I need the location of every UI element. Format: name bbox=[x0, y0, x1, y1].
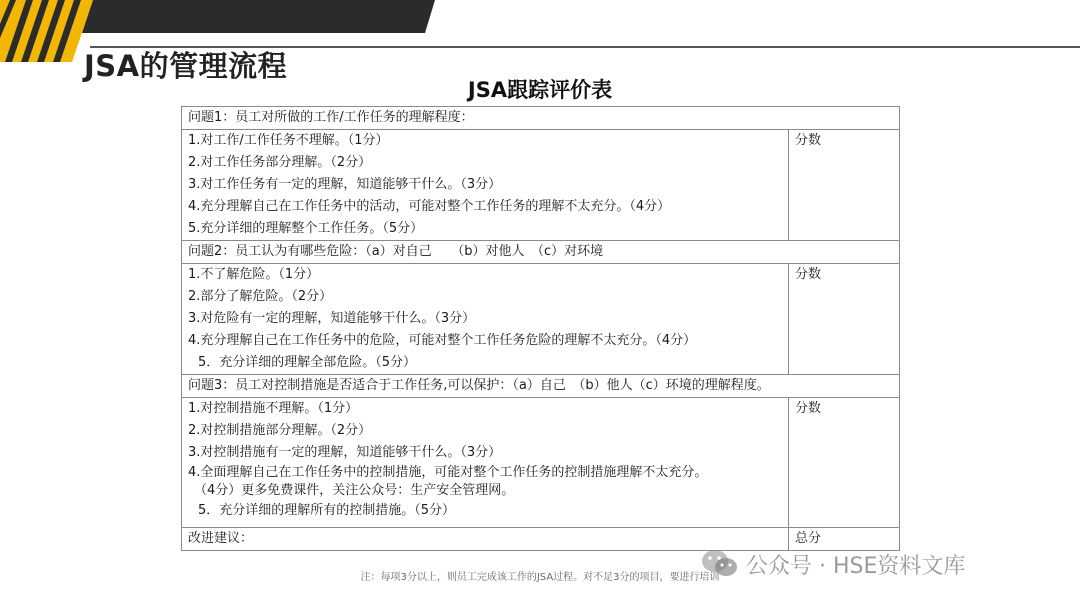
question-row-1 bbox=[182, 107, 900, 130]
option-3-4: 4.全面理解自己在工作任务中的控制措施，可能对整个工作任务的控制措施理解不太充分。 bbox=[188, 465, 708, 480]
options-3 bbox=[182, 398, 789, 528]
option-3-4-continued: （4分）更多免费课件，关注公众号：生产安全管理网。 bbox=[194, 483, 515, 498]
score-cell-2[interactable]: 分数 bbox=[789, 264, 900, 375]
option-1-3: 3.对工作任务有一定的理解，知道能够干什么。（3分） bbox=[188, 177, 502, 192]
option-2-3: 3.对危险有一定的理解，知道能够干什么。（3分） bbox=[188, 311, 476, 326]
option-1-1: 1.对工作/工作任务不理解。（1分） bbox=[188, 133, 389, 148]
question-row-3 bbox=[182, 375, 900, 398]
option-2-4: 4.充分理解自己在工作任务中的危险，可能对整个工作任务危险的理解不太充分。（4分） bbox=[188, 333, 697, 348]
options-row-2 bbox=[182, 264, 900, 375]
total-score-cell[interactable]: 总分 bbox=[789, 528, 900, 551]
score-cell-1[interactable]: 分数 bbox=[789, 130, 900, 241]
options-2 bbox=[182, 264, 789, 375]
watermark bbox=[700, 546, 1050, 582]
footnote: 注：每项3分以上，则员工完成该工作的JSA过程。对不足3分的项目，要进行培训 bbox=[360, 572, 720, 583]
question-row-2 bbox=[182, 241, 900, 264]
option-1-4: 4.充分理解自己在工作任务中的活动，可能对整个工作任务的理解不太充分。（4分） bbox=[188, 199, 671, 214]
table-title: JSA跟踪评价表 bbox=[467, 78, 613, 102]
suggestion-label[interactable]: 改进建议： bbox=[182, 528, 789, 551]
option-3-3: 3.对控制措施有一定的理解，知道能够干什么。（3分） bbox=[188, 445, 502, 460]
score-cell-3[interactable]: 分数 bbox=[789, 398, 900, 528]
options-row-3 bbox=[182, 398, 900, 528]
question-3: 问题3：员工对控制措施是否适合于工作任务,可以保护：（a）自己 （b）他人（c）环境的理解程度。 bbox=[182, 375, 900, 398]
option-2-1: 1.不了解危险。（1分） bbox=[188, 267, 320, 282]
options-row-1 bbox=[182, 130, 900, 241]
page-title: JSA的管理流程 bbox=[84, 49, 288, 83]
option-1-5: 5.充分详细的理解整个工作任务。（5分） bbox=[188, 221, 424, 236]
options-1 bbox=[182, 130, 789, 241]
question-2: 问题2：员工认为有哪些危险：（a）对自己 （b）对他人 （c）对环境 bbox=[182, 241, 900, 264]
option-2-2: 2.部分了解危险。（2分） bbox=[188, 289, 333, 304]
option-2-5: 5．充分详细的理解全部危险。（5分） bbox=[198, 355, 417, 370]
option-3-1: 1.对控制措施不理解。（1分） bbox=[188, 401, 359, 416]
question-1: 问题1：员工对所做的工作/工作任务的理解程度： bbox=[182, 107, 900, 130]
wechat-icon bbox=[700, 547, 740, 581]
option-3-2: 2.对控制措施部分理解。（2分） bbox=[188, 423, 372, 438]
evaluation-table bbox=[181, 106, 900, 551]
option-3-5: 5．充分详细的理解所有的控制措施。（5分） bbox=[198, 503, 456, 518]
watermark-text: 公众号 · HSE资料文库 bbox=[746, 553, 966, 579]
dark-band bbox=[82, 0, 435, 33]
option-1-2: 2.对工作任务部分理解。（2分） bbox=[188, 155, 372, 170]
